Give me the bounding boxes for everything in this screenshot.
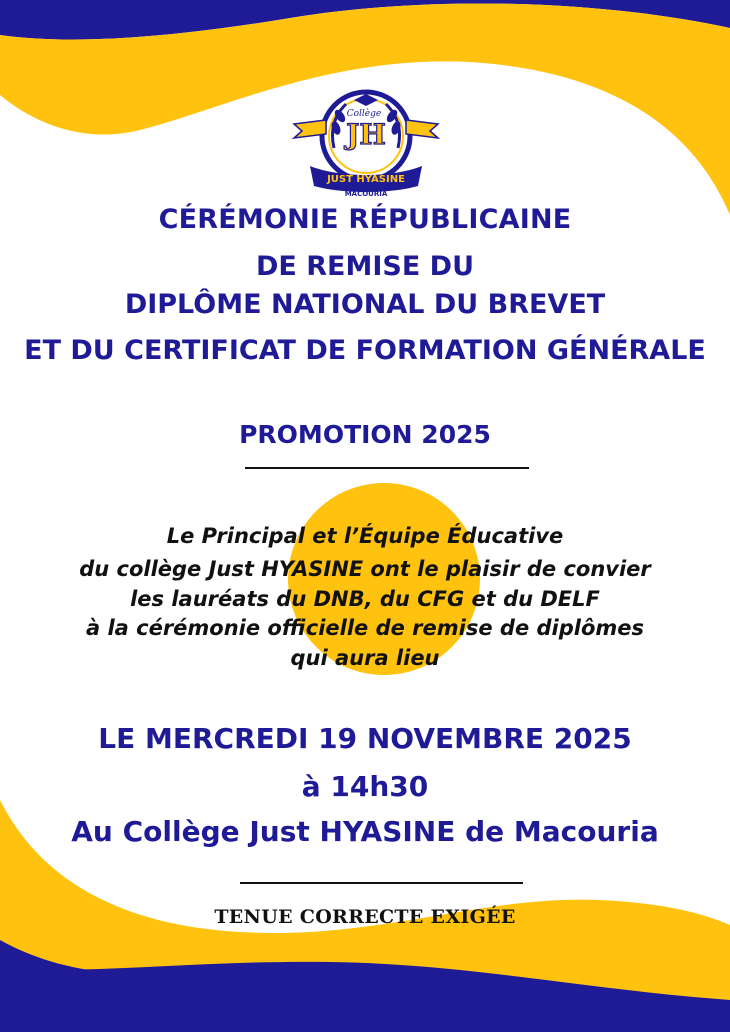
logo-banner-text: JUST HYASINE bbox=[327, 174, 405, 185]
logo-initials: JH bbox=[346, 118, 386, 151]
title-line-3: DIPLÔME NATIONAL DU BREVET bbox=[124, 289, 606, 320]
title-line-4: ET DU CERTIFICAT DE FORMATION GÉNÉRALE bbox=[24, 335, 706, 366]
invitation-line-3: les lauréats du DNB, du CFG et du DELF bbox=[130, 587, 600, 611]
invitation-line-4: à la cérémonie officielle de remise de diplômes bbox=[85, 616, 645, 640]
event-place: Au Collège Just HYASINE de Macouria bbox=[71, 815, 659, 848]
event-date: LE MERCREDI 19 NOVEMBRE 2025 bbox=[98, 722, 632, 755]
invitation-line-5: qui aura lieu bbox=[290, 646, 440, 670]
title-line-2: DE REMISE DU bbox=[255, 251, 475, 282]
logo-school-word: Collège bbox=[346, 109, 382, 119]
promotion-heading: PROMOTION 2025 bbox=[239, 420, 491, 449]
invitation-line-2: du collège Just HYASINE ont le plaisir de convier bbox=[79, 557, 651, 581]
event-time: à 14h30 bbox=[301, 770, 429, 803]
divider-top bbox=[245, 467, 529, 469]
college-logo bbox=[290, 86, 442, 198]
title-line-1: CÉRÉMONIE RÉPUBLICAINE bbox=[158, 204, 572, 235]
divider-bottom bbox=[240, 882, 523, 884]
logo-town-text: MACOURIA bbox=[344, 190, 388, 198]
dress-code: TENUE CORRECTE EXIGÉE bbox=[214, 906, 516, 928]
invitation-line-1: Le Principal et l’Équipe Éducative bbox=[166, 524, 564, 548]
